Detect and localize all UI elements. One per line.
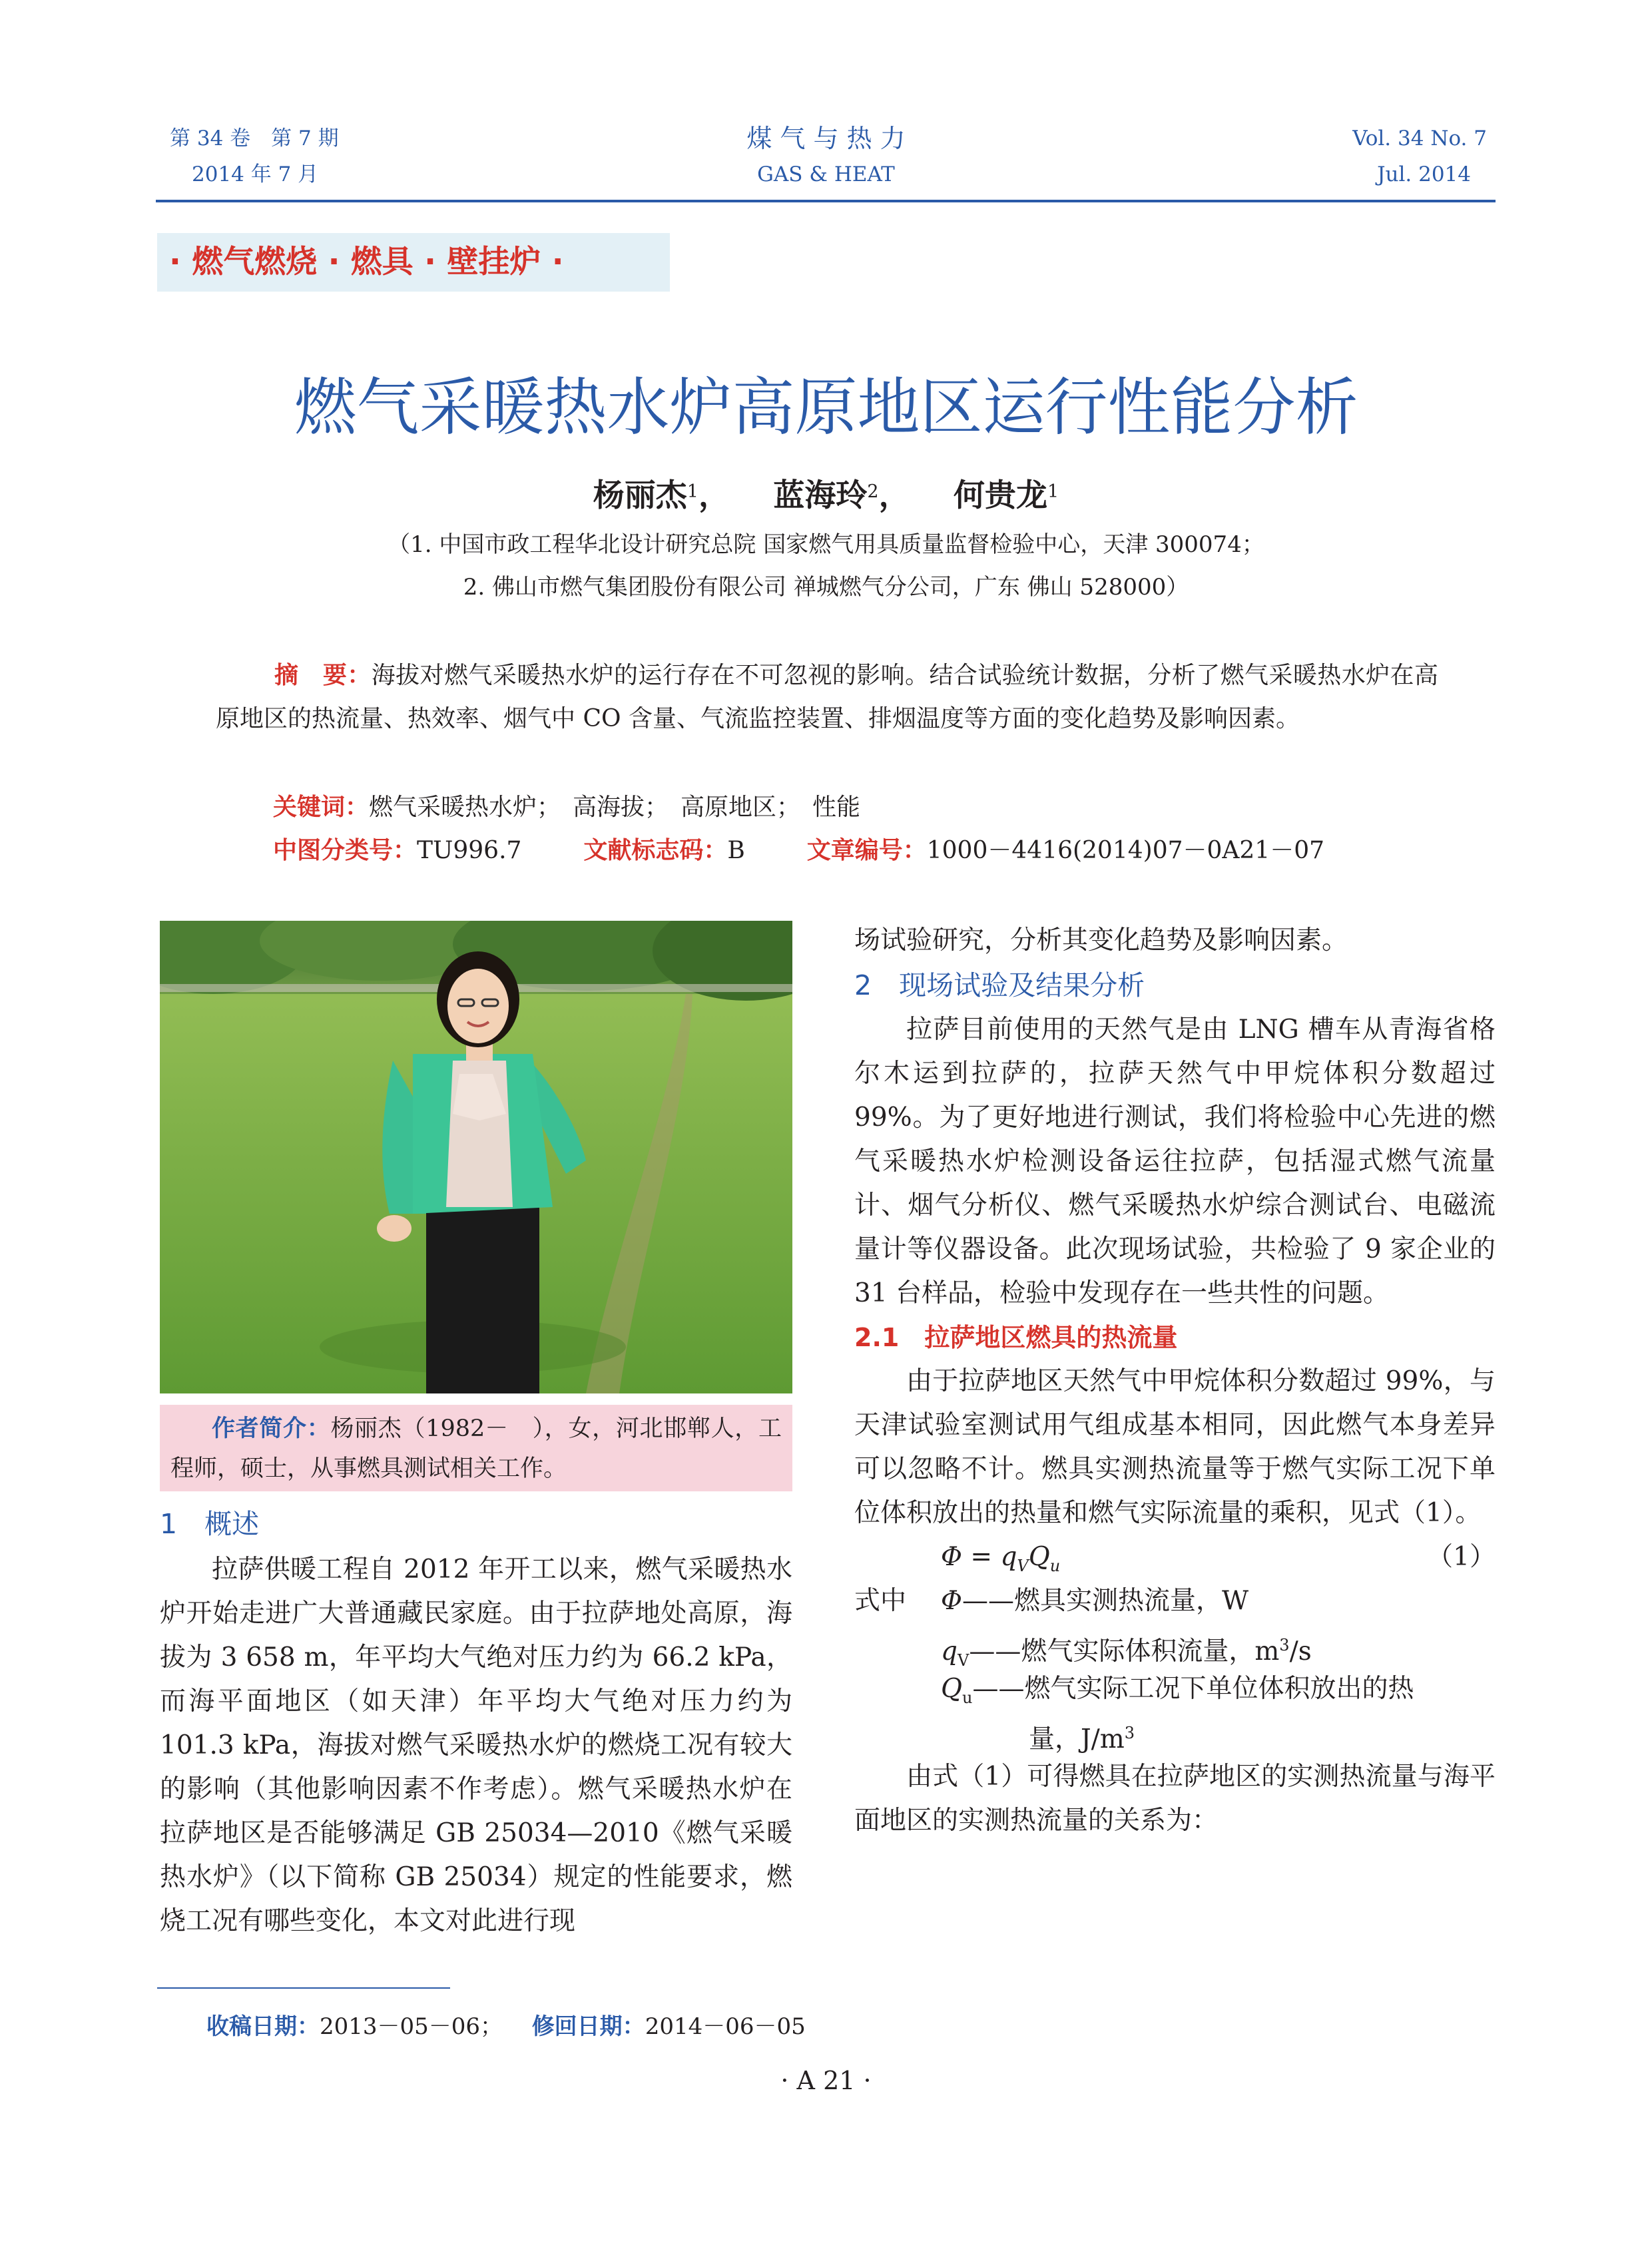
continuation-text: 场试验研究，分析其变化趋势及影响因素。 bbox=[854, 925, 1348, 955]
author-affiliation-mark: 1 bbox=[687, 481, 698, 502]
article-no: 1000－4416(2014)07－0A21－07 bbox=[926, 837, 1325, 864]
header-rule bbox=[156, 200, 1496, 202]
definition-3-continued: 量，$J/m^3$ bbox=[1029, 1724, 1135, 1754]
clc-code: TU996.7 bbox=[417, 837, 522, 864]
footnote-dates bbox=[206, 2008, 806, 2045]
clc-label: 中图分类号： bbox=[273, 837, 417, 864]
author-affiliation-mark: 2 bbox=[867, 481, 879, 502]
author-bio bbox=[160, 1405, 792, 1491]
author-list: 杨丽杰$^1$， 蓝海玲$^2$， 何贵龙$^1$ bbox=[593, 477, 1059, 514]
definition-1: 式中 Φ——燃具实测热流量，W bbox=[854, 1579, 1496, 1623]
doc-code-label: 文献标志码： bbox=[583, 837, 728, 864]
author-photo bbox=[160, 921, 792, 1393]
keywords bbox=[273, 786, 1438, 829]
author-photo-illustration bbox=[160, 921, 792, 1393]
revised-label: 修回日期： bbox=[531, 2013, 645, 2040]
right-column bbox=[854, 919, 1496, 1843]
footnote-rule bbox=[157, 1987, 450, 1989]
where-label: 式中 bbox=[854, 1586, 907, 1616]
affiliation-1: （1. 中国市政工程华北设计研究总院 国家燃气用具质量监督检验中心，天津 300074； bbox=[388, 531, 1264, 558]
article-no-label: 文章编号： bbox=[806, 837, 927, 864]
author-affiliation-mark: 1 bbox=[1047, 481, 1059, 502]
section-1-body bbox=[160, 1548, 792, 1943]
section-2-heading: 2 现场试验及结果分析 bbox=[854, 969, 1145, 1001]
received-label: 收稿日期： bbox=[206, 2013, 320, 2040]
abstract bbox=[216, 654, 1438, 740]
definition-3: $Q_u——$燃气实际工况下单位体积放出的热 bbox=[941, 1674, 1414, 1707]
author-name: 何贵龙 bbox=[954, 477, 1048, 514]
received-date: 2013－05－06； bbox=[320, 2013, 503, 2040]
definition-2: $q_V——$燃气实际体积流量，$m^3/s$ bbox=[941, 1636, 1312, 1670]
equation-1-number: （1） bbox=[1427, 1542, 1496, 1572]
journal-title-en: GAS & HEAT bbox=[757, 162, 895, 186]
page-number: · A 21 · bbox=[780, 2066, 872, 2095]
article-title: 燃气采暖热水炉高原地区运行性能分析 bbox=[294, 372, 1358, 444]
abstract-text: 海拔对燃气采暖热水炉的运行存在不可忽视的影响。结合试验统计数据，分析了燃气采暖热水炉在高原地区的热流量、热效率、烟气中 CO 含量、气流监控装置、排烟温度等方面的变化趋势及影响因素。 bbox=[216, 662, 1438, 732]
author-bio-text: 杨丽杰（1982－ ），女，河北邯郸人，工程师，硕士，从事燃具测试相关工作。 bbox=[170, 1415, 782, 1482]
section-1-heading: 1 概述 bbox=[160, 1508, 260, 1540]
journal-title-cn: 煤 气 与 热 力 bbox=[746, 124, 906, 153]
keywords-text: 燃气采暖热水炉； 高海拔； 高原地区； 性能 bbox=[369, 794, 861, 821]
volume-issue-cn: 第 34 卷 第 7 期 bbox=[170, 126, 339, 150]
date-en: Jul. 2014 bbox=[1377, 162, 1471, 186]
volume-issue-en: Vol. 34 No. 7 bbox=[1352, 126, 1487, 150]
subsection-2-1-paragraph: 由于拉萨地区天然气中甲烷体积分数超过 99%，与天津试验室测试用气组成基本相同，因此燃气本身差异可以忽略不计。燃具实测热流量等于燃气实际工况下单位体积放出的热量和燃气实际流量的乘积，见式（1）。 bbox=[854, 1366, 1496, 1528]
section-tag bbox=[157, 233, 670, 292]
keywords-label: 关键词： bbox=[273, 794, 370, 821]
doc-code: B bbox=[727, 837, 745, 864]
section-tag-label: · 燃气燃烧 · 燃具 · 壁挂炉 · bbox=[169, 244, 564, 280]
affiliation-2: 2. 佛山市燃气集团股份有限公司 禅城燃气分公司，广东 佛山 528000） bbox=[463, 574, 1189, 601]
equation-1 bbox=[854, 1535, 1496, 1579]
author-name: 蓝海玲 bbox=[773, 477, 868, 514]
author-bio-label: 作者简介： bbox=[212, 1415, 331, 1442]
abstract-label: 摘 要： bbox=[274, 662, 372, 689]
author-name: 杨丽杰 bbox=[593, 477, 687, 514]
equation-1-expression: $\Phi = q_VQ_u$ bbox=[941, 1542, 1061, 1575]
section-2-paragraph: 拉萨目前使用的天然气是由 LNG 槽车从青海省格尔木运到拉萨的，拉萨天然气中甲烷体积分数超过 99%。为了更好地进行测试，我们将检验中心先进的燃气采暖热水炉检测设备运往拉萨，包括湿式燃气流量计、烟气分析仪、燃气采暖热水炉综合测试台、电磁流量计等仪器设备。此次现场试验，共检验了 9 家企业的 31 台样品，检验中发现存在一些共性的问题。 bbox=[854, 1015, 1496, 1308]
subsection-2-1-heading: 2.1 拉萨地区燃具的热流量 bbox=[854, 1323, 1178, 1352]
section-1-paragraph: 拉萨供暖工程自 2012 年开工以来，燃气采暖热水炉开始走进广大普通藏民家庭。由于拉萨地处高原，海拔为 3 658 m，年平均大气绝对压力约为 66.2 kPa，而海平面地区（如天津）年平均大气绝对压力约为 101.3 kPa，海拔对燃气采暖热水炉的燃烧工况有较大的影响（其他影响因素不作考虑）。燃气采暖热水炉在拉萨地区是否能够满足 GB 25034—2010《燃气采暖热水炉》（以下简称 GB 25034）规定的性能要求，燃烧工况有哪些变化，本文对此进行现 bbox=[160, 1555, 792, 1936]
classification-line bbox=[273, 829, 1472, 872]
revised-date: 2014－06－05 bbox=[645, 2013, 806, 2040]
date-cn: 2014 年 7 月 bbox=[192, 162, 319, 186]
closing-paragraph: 由式（1）可得燃具在拉萨地区的实测热流量与海平面地区的实测热流量的关系为： bbox=[854, 1762, 1496, 1836]
